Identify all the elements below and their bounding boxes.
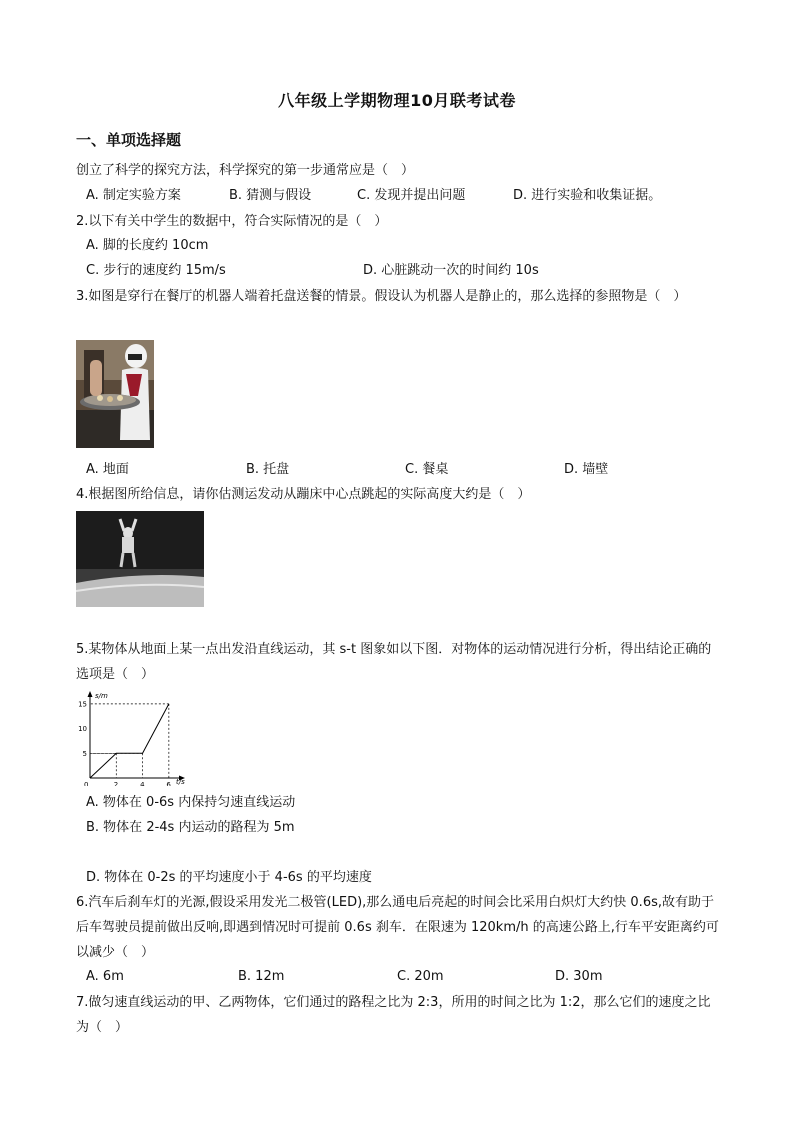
y-axis-arrow bbox=[88, 691, 93, 697]
question-7: 7.做匀速直线运动的甲、乙两物体，它们通过的路程之比为 2:3，所用的时间之比为 1:2，那么它们的速度之比为（ ） bbox=[76, 995, 711, 1035]
q2-option-d[interactable]: D. 心脏跳动一次的时间约 10s bbox=[363, 263, 539, 278]
q3-option-c[interactable]: C. 餐桌 bbox=[405, 462, 449, 477]
q1-option-d[interactable]: D. 进行实验和收集证据。 bbox=[513, 188, 662, 203]
q6-option-d[interactable]: D. 30m bbox=[555, 969, 603, 984]
q6-option-c[interactable]: C. 20m bbox=[397, 969, 444, 984]
x-tick-label: 4 bbox=[140, 781, 145, 786]
q5-option-b[interactable]: B. 物体在 2-4s 内运动的路程为 5m bbox=[86, 820, 295, 835]
st-graph bbox=[76, 688, 188, 786]
question-2: 2.以下有关中学生的数据中，符合实际情况的是（ ） bbox=[76, 214, 388, 229]
section-heading: 一、单项选择题 bbox=[76, 131, 182, 149]
q3-option-d[interactable]: D. 墙壁 bbox=[564, 462, 609, 477]
q1-option-a[interactable]: A. 制定实验方案 bbox=[86, 188, 181, 203]
question-1: 创立了科学的探究方法，科学探究的第一步通常应是（ ） bbox=[76, 163, 415, 178]
question-4: 4.根据图所给信息，请你估测运发动从蹦床中心点跳起的实际高度大约是（ ） bbox=[76, 487, 531, 502]
y-tick-label: 5 bbox=[82, 749, 87, 758]
q1-option-c[interactable]: C. 发现并提出问题 bbox=[357, 188, 466, 203]
q6-option-b[interactable]: B. 12m bbox=[238, 969, 285, 984]
q3-option-b[interactable]: B. 托盘 bbox=[246, 462, 290, 477]
series-line bbox=[90, 704, 169, 778]
q5-option-a[interactable]: A. 物体在 0-6s 内保持匀速直线运动 bbox=[86, 795, 296, 810]
x-tick-label: 0 bbox=[84, 781, 89, 786]
question-3: 3.如图是穿行在餐厅的机器人端着托盘送餐的情景。假设认为机器人是静止的，那么选择的参照物是（ ） bbox=[76, 289, 687, 304]
x-tick-label: 6 bbox=[166, 781, 171, 786]
st-graph-svg bbox=[76, 688, 188, 786]
robot-waiter-photo bbox=[76, 340, 154, 448]
y-tick-label: 10 bbox=[78, 725, 87, 734]
question-6: 6.汽车后刹车灯的光源,假设采用发光二极管(LED),那么通电后亮起的时间会比采用白炽灯大约快 0.6s,故有助于后车驾驶员提前做出反响,即遇到情况时可提前 0.6s 刹车．在限速为 120km/h 的高速公路上,行车平安距离约可以减少（ ） bbox=[76, 895, 719, 960]
trampoline-photo bbox=[76, 511, 204, 607]
q1-option-b[interactable]: B. 猜测与假设 bbox=[229, 188, 312, 203]
q6-option-a[interactable]: A. 6m bbox=[86, 969, 124, 984]
y-axis-label: s/m bbox=[95, 692, 108, 700]
q2-option-c[interactable]: C. 步行的速度约 15m/s bbox=[86, 263, 226, 278]
q2-option-a[interactable]: A. 脚的长度约 10cm bbox=[86, 238, 209, 253]
x-tick-label: 2 bbox=[113, 781, 119, 786]
y-tick-label: 15 bbox=[78, 700, 87, 709]
q5-option-d[interactable]: D. 物体在 0-2s 的平均速度小于 4-6s 的平均速度 bbox=[86, 870, 372, 885]
question-5: 5.某物体从地面上某一点出发沿直线运动，其 s-t 图象如以下图．对物体的运动情况进行分析，得出结论正确的选项是（ ） bbox=[76, 642, 712, 682]
q3-option-a[interactable]: A. 地面 bbox=[86, 462, 129, 477]
page-title: 八年级上学期物理10月联考试卷 bbox=[278, 91, 516, 110]
x-axis-label: t/s bbox=[176, 778, 185, 786]
